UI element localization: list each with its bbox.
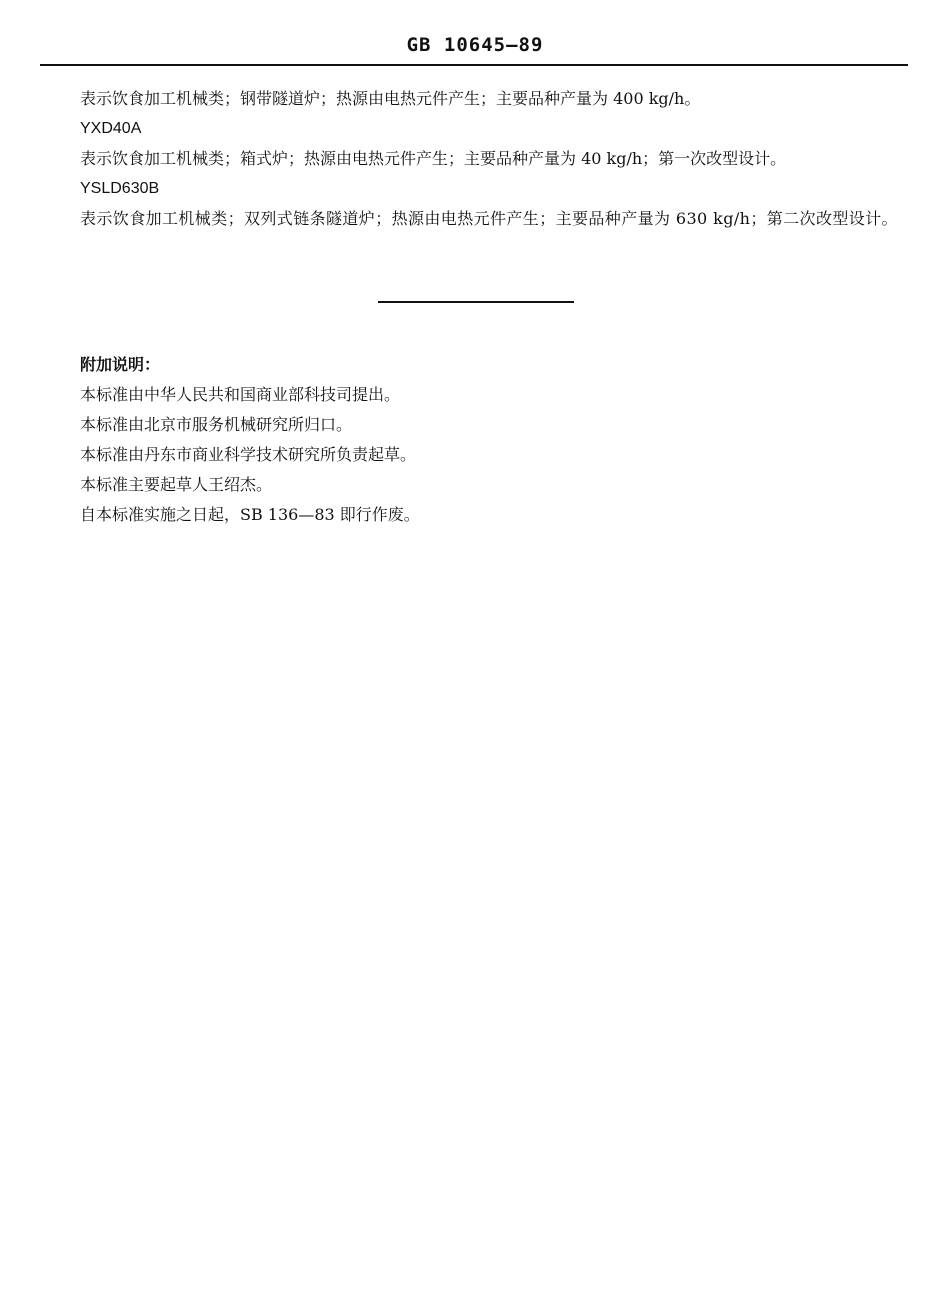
note-drafting-unit: 本标准由丹东市商业科学技术研究所负责起草。 [80, 445, 417, 464]
paragraph-steel-belt-tunnel-oven: 表示饮食加工机械类；钢带隧道炉；热源由电热元件产生；主要品种产量为 400 kg/h。 [80, 89, 701, 108]
additional-notes [80, 350, 880, 530]
note-superseded-standard: 自本标准实施之日起，SB 136—83 即行作废。 [80, 505, 420, 524]
paragraph-double-chain-tunnel-oven: 表示饮食加工机械类；双列式链条隧道炉；热源由电热元件产生；主要品种产量为 630 kg/h；第二次改型设计。 [80, 209, 898, 228]
header-rule [40, 64, 908, 66]
note-drafter: 本标准主要起草人王绍杰。 [80, 475, 273, 494]
note-responsible-unit: 本标准由北京市服务机械研究所归口。 [80, 415, 353, 434]
body-text [40, 84, 908, 234]
model-code-ysld630b: YSLD630B [80, 180, 160, 197]
note-proposer: 本标准由中华人民共和国商业部科技司提出。 [80, 385, 401, 404]
model-code-yxd40a: YXD40A [80, 120, 142, 137]
paragraph-box-oven: 表示饮食加工机械类；箱式炉；热源由电热元件产生；主要品种产量为 40 kg/h；第一次改型设计。 [80, 149, 787, 168]
section-separator [378, 301, 574, 303]
page-header-standard-code: GB 10645—89 [406, 34, 544, 56]
additional-notes-title: 附加说明： [80, 355, 161, 374]
